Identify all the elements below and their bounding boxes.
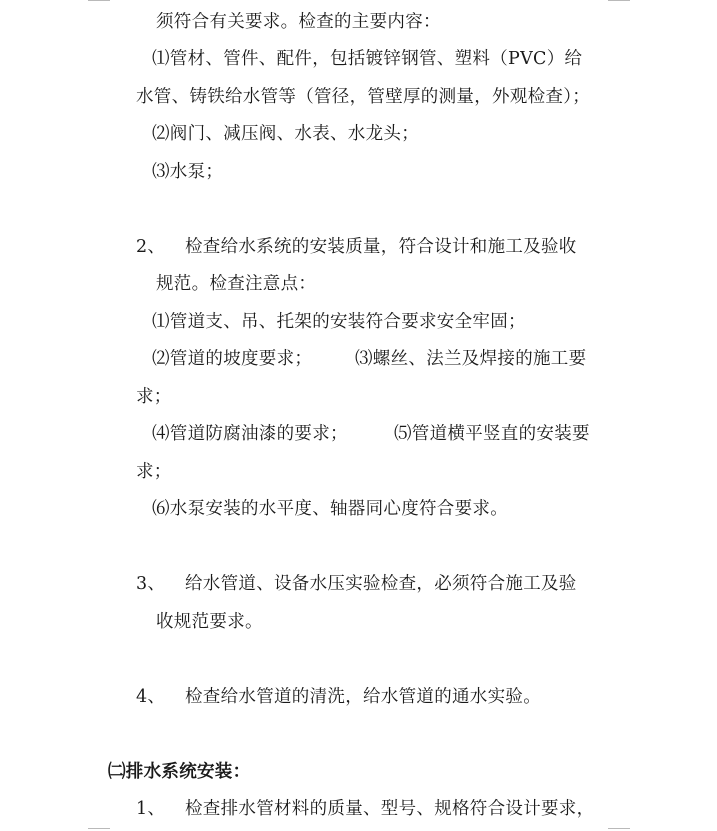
item-1-pipes-cont: 水管、铸铁给水管等（管径，管壁厚的测量，外观检查）； (136, 87, 591, 107)
text-line-1: 须符合有关要求。检查的主要内容： (156, 12, 441, 32)
section-2-text: 检查给水系统的安装质量，符合设计和施工及验收 (185, 237, 577, 257)
item-5-level: ⑸管道横平竖直的安装要 (394, 424, 590, 444)
item-2-slope: ⑵管道的坡度要求； (152, 349, 313, 369)
item-3-bolts-cont: 求； (136, 387, 172, 407)
item-5-level-cont: 求； (136, 462, 172, 482)
item-3-pump: ⑶水泵； (152, 162, 224, 182)
section-3-text: 给水管道、设备水压实验检查，必须符合施工及验 (185, 574, 577, 594)
item-4-paint: ⑷管道防腐油漆的要求； (152, 424, 348, 444)
section-2-number: 2、 (136, 237, 166, 257)
section-2-text-cont: 规范。检查注意点： (156, 274, 317, 294)
item-1-supports: ⑴管道支、吊、托架的安装符合要求安全牢固； (152, 312, 526, 332)
crop-mark-bottom-left (88, 828, 110, 829)
section-3-text-cont: 收规范要求。 (156, 612, 263, 632)
section-4-number: 4、 (136, 687, 166, 707)
drainage-1-number: 1、 (136, 799, 166, 819)
item-2-valves: ⑵阀门、减压阀、水表、水龙头； (152, 124, 419, 144)
item-6-pump-install: ⑹水泵安装的水平度、轴器同心度符合要求。 (152, 499, 508, 519)
crop-mark-top-right (608, 0, 630, 1)
heading-drainage: ㈡排水系统安装： (108, 762, 251, 782)
item-1-pipes: ⑴管材、管件、配件，包括镀锌钢管、塑料（PVC）给 (152, 49, 583, 69)
item-3-bolts: ⑶螺丝、法兰及焊接的施工要 (355, 349, 587, 369)
crop-mark-bottom-right (608, 828, 630, 829)
section-3-number: 3、 (136, 574, 166, 594)
drainage-1-text: 检查排水管材料的质量、型号、规格符合设计要求， (185, 799, 595, 819)
section-4-text: 检查给水管道的清洗，给水管道的通水实验。 (185, 687, 541, 707)
crop-mark-top-left (88, 0, 110, 1)
